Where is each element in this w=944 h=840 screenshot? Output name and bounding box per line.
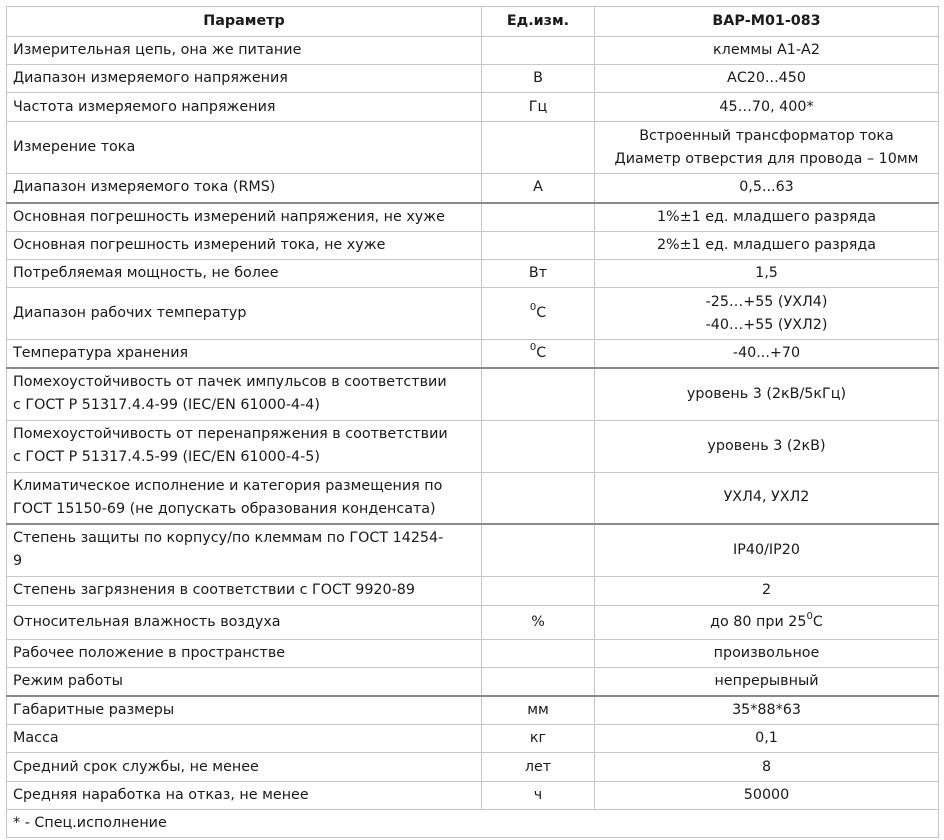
footnote-row [7, 810, 939, 838]
row-value: АС20...450 [595, 65, 939, 93]
row-value: 35*88*63 [595, 696, 939, 725]
unit-text: С [536, 345, 547, 361]
table-row [7, 260, 939, 288]
row-param: Режим работы [7, 667, 482, 696]
header-model: ВАР-М01-083 [595, 7, 939, 37]
row-unit: лет [482, 753, 595, 782]
row-value: уровень 3 (2кВ) [595, 420, 939, 472]
row-param: Диапазон рабочих температур [7, 288, 482, 340]
row-unit: ч [482, 782, 595, 810]
row-unit: % [482, 605, 595, 639]
value-text-post: С [812, 613, 823, 630]
table-row [7, 288, 939, 340]
row-param-line: ГОСТ 15150-69 (не допускать образования конденсата) [13, 500, 436, 517]
row-param: Масса [7, 725, 482, 753]
row-unit: В [482, 65, 595, 93]
unit-superscript: 0 [529, 342, 537, 353]
row-value-line: -25…+55 (УХЛ4) [705, 293, 828, 310]
row-param: Габаритные размеры [7, 696, 482, 725]
row-param: Температура хранения [7, 340, 482, 369]
row-unit [482, 472, 595, 524]
table-row [7, 524, 939, 576]
table-row [7, 65, 939, 93]
row-value: IP40/IP20 [595, 524, 939, 576]
row-unit: А [482, 174, 595, 203]
spec-table [6, 6, 939, 838]
row-param [7, 472, 482, 524]
row-value: 8 [595, 753, 939, 782]
row-unit: мм [482, 696, 595, 725]
row-unit [482, 368, 595, 420]
table-row [7, 472, 939, 524]
row-param [7, 524, 482, 576]
row-param: Измерение тока [7, 122, 482, 174]
header-param: Параметр [7, 7, 482, 37]
row-param: Степень загрязнения в соответствии с ГОСТ 9920-89 [7, 576, 482, 605]
row-value [595, 122, 939, 174]
row-value: 1,5 [595, 260, 939, 288]
table-row [7, 420, 939, 472]
table-row [7, 340, 939, 369]
row-unit [482, 639, 595, 667]
row-param [7, 420, 482, 472]
row-unit [482, 37, 595, 65]
row-value-line: Встроенный трансформатор тока [639, 127, 894, 144]
row-value [595, 605, 939, 639]
row-value: непрерывный [595, 667, 939, 696]
row-param: Диапазон измеряемого напряжения [7, 65, 482, 93]
table-row [7, 232, 939, 260]
table-header-row [7, 7, 939, 37]
row-value: 45…70, 400* [595, 93, 939, 122]
table-row [7, 122, 939, 174]
row-param-line: Помехоустойчивость от перенапряжения в соответствии [13, 426, 448, 442]
row-param: Основная погрешность измерений напряжения, не хуже [7, 203, 482, 232]
table-row [7, 174, 939, 203]
table-row [7, 639, 939, 667]
table-row [7, 696, 939, 725]
row-unit [482, 576, 595, 605]
row-value-line: -40…+55 (УХЛ2) [705, 316, 828, 333]
value-superscript: 0 [806, 610, 813, 622]
unit-superscript: 0 [529, 302, 537, 313]
row-unit [482, 340, 595, 369]
row-param-line: 9 [13, 553, 23, 570]
row-value: произвольное [595, 639, 939, 667]
row-value: 0,5...63 [595, 174, 939, 203]
row-unit [482, 420, 595, 472]
table-row [7, 93, 939, 122]
table-row [7, 203, 939, 232]
table-row [7, 667, 939, 696]
row-param: Основная погрешность измерений тока, не хуже [7, 232, 482, 260]
row-unit [482, 232, 595, 260]
row-value: 2 [595, 576, 939, 605]
header-unit: Ед.изм. [482, 7, 595, 37]
table-row [7, 605, 939, 639]
row-param: Рабочее положение в пространстве [7, 639, 482, 667]
footnote: * - Спец.исполнение [7, 810, 939, 838]
row-param: Средняя наработка на отказ, не менее [7, 782, 482, 810]
row-param: Измерительная цепь, она же питание [7, 37, 482, 65]
value-text: до 80 при 25 [710, 613, 807, 630]
table-row [7, 782, 939, 810]
row-value: уровень 3 (2кВ/5кГц) [595, 368, 939, 420]
row-unit [482, 524, 595, 576]
table-row [7, 753, 939, 782]
row-param: Частота измеряемого напряжения [7, 93, 482, 122]
table-row [7, 576, 939, 605]
row-value: -40...+70 [595, 340, 939, 369]
table-row [7, 37, 939, 65]
row-value: клеммы А1-А2 [595, 37, 939, 65]
row-param: Относительная влажность воздуха [7, 605, 482, 639]
row-unit: Гц [482, 93, 595, 122]
row-param-line: Степень защиты по корпусу/по клеммам по ГОСТ 14254- [13, 530, 444, 547]
table-row [7, 725, 939, 753]
row-value: 2%±1 ед. младшего разряда [595, 232, 939, 260]
row-value: УХЛ4, УХЛ2 [595, 472, 939, 524]
row-param-line: Помехоустойчивость от пачек импульсов в соответствии [13, 374, 447, 391]
row-value [595, 288, 939, 340]
row-unit [482, 203, 595, 232]
row-value: 1%±1 ед. младшего разряда [595, 203, 939, 232]
row-value-line: Диаметр отверстия для провода – 10мм [614, 150, 919, 167]
row-value: 50000 [595, 782, 939, 810]
row-value: 0,1 [595, 725, 939, 753]
row-param-line: с ГОСТ Р 51317.4.4-99 (IEC/EN 61000-4-4) [13, 397, 320, 414]
row-unit: кг [482, 725, 595, 753]
row-param: Диапазон измеряемого тока (RMS) [7, 174, 482, 203]
row-param: Потребляемая мощность, не более [7, 260, 482, 288]
row-param-line: Климатическое исполнение и категория размещения по [13, 477, 443, 494]
row-unit [482, 122, 595, 174]
unit-text: С [536, 305, 547, 321]
row-unit: Вт [482, 260, 595, 288]
row-param [7, 368, 482, 420]
row-unit [482, 667, 595, 696]
row-param: Средний срок службы, не менее [7, 753, 482, 782]
row-unit [482, 288, 595, 340]
row-param-line: с ГОСТ Р 51317.4.5-99 (IEC/EN 61000-4-5) [13, 449, 320, 465]
table-row [7, 368, 939, 420]
